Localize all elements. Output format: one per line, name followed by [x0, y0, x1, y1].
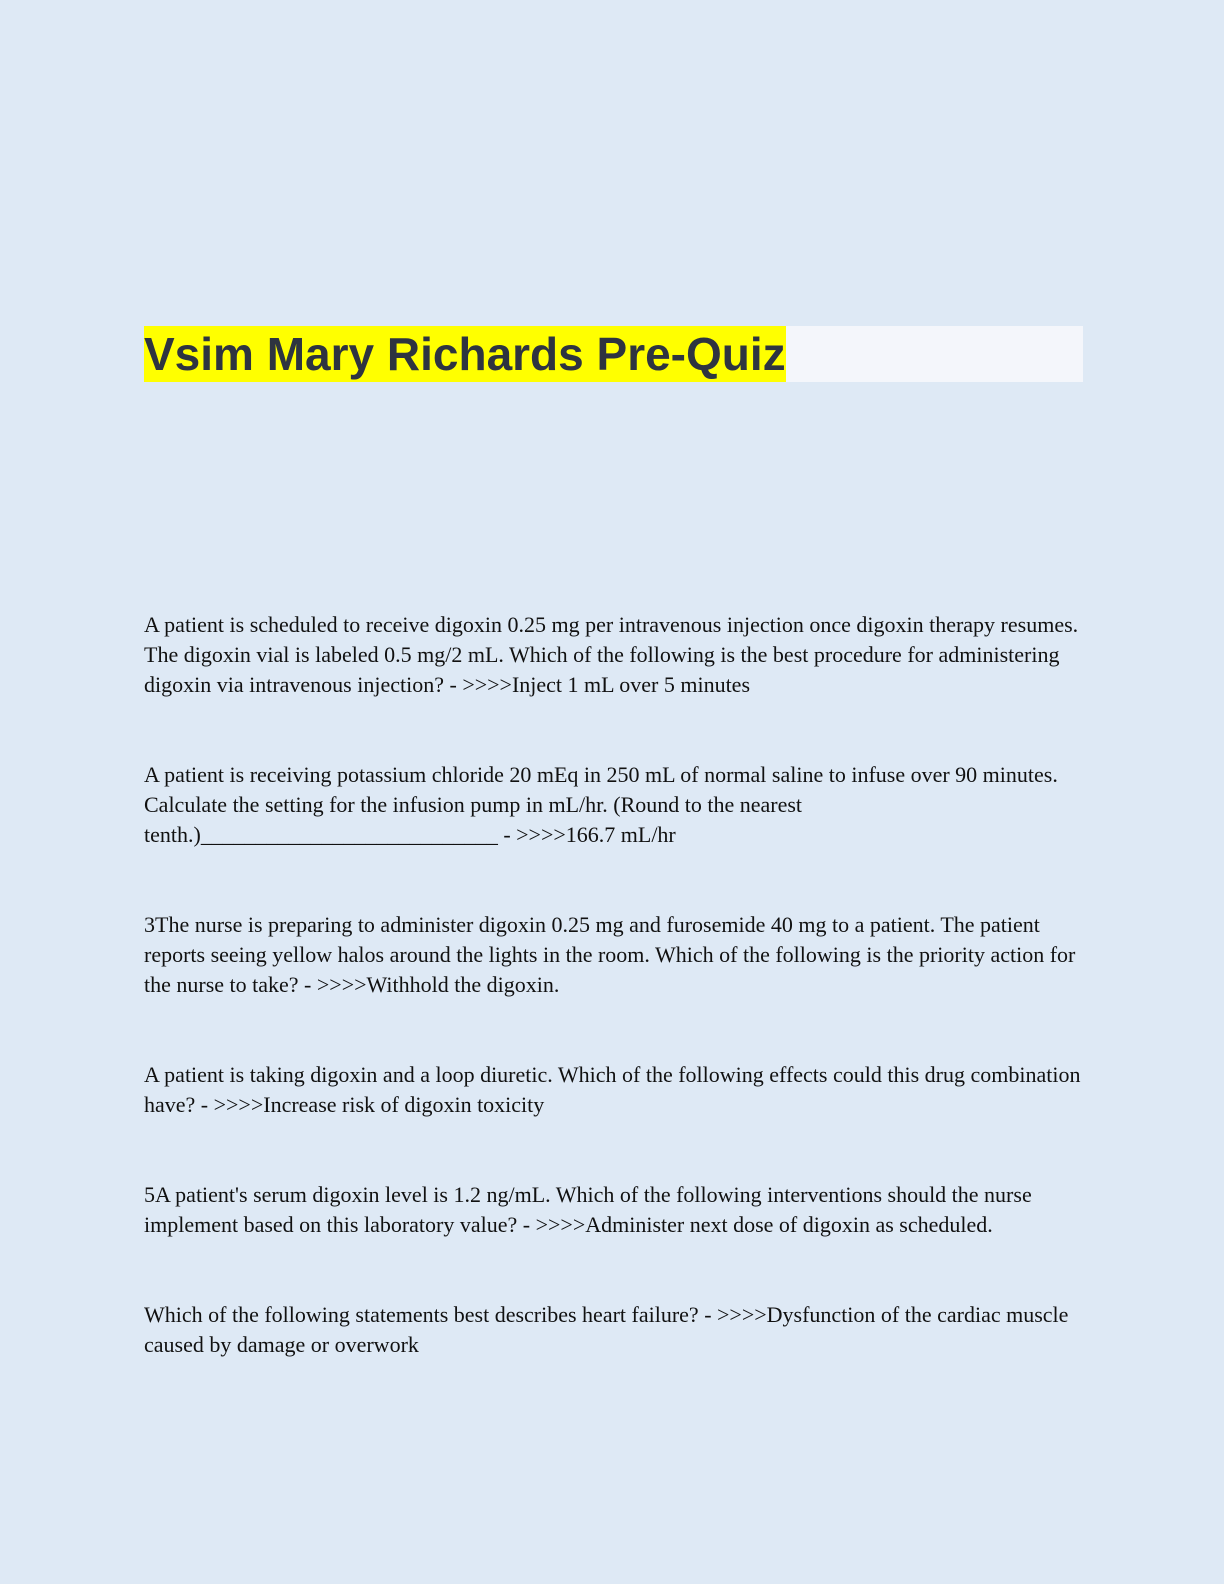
- qa-item: 3The nurse is preparing to administer digoxin 0.25 mg and furosemide 40 mg to a patient. The patient reports seeing yellow halos around the lights in the room. Which of the following is the priority action for the nurse to take? - >>>>Withhold the digoxin.: [144, 912, 1076, 997]
- qa-item: A patient is scheduled to receive digoxin 0.25 mg per intravenous injection once digoxin therapy resumes. The digoxin vial is labeled 0.5 mg/2 mL. Which of the following is the best procedure for administering digoxin via intravenous injection? - >>>>Inject 1 mL over 5 minutes: [144, 612, 1079, 697]
- qa-item: A patient is taking digoxin and a loop diuretic. Which of the following effects could this drug combination have? - >>>>Increase risk of digoxin toxicity: [144, 1062, 1081, 1117]
- page-title: Vsim Mary Richards Pre-Quiz: [144, 328, 786, 380]
- qa-item: Which of the following statements best describes heart failure? - >>>>Dysfunction of the cardiac muscle caused by damage or overwork: [144, 1302, 1069, 1357]
- qa-list: [144, 610, 1089, 1420]
- qa-item: 5A patient's serum digoxin level is 1.2 ng/mL. Which of the following interventions should the nurse implement based on this laboratory value? - >>>>Administer next dose of digoxin as scheduled.: [144, 1182, 1032, 1237]
- qa-item: A patient is receiving potassium chloride 20 mEq in 250 mL of normal saline to infuse over 90 minutes. Calculate the setting for the infusion pump in mL/hr. (Round to the nearest tenth.)___________________________ - >>>>166.7 mL/hr: [144, 762, 1058, 847]
